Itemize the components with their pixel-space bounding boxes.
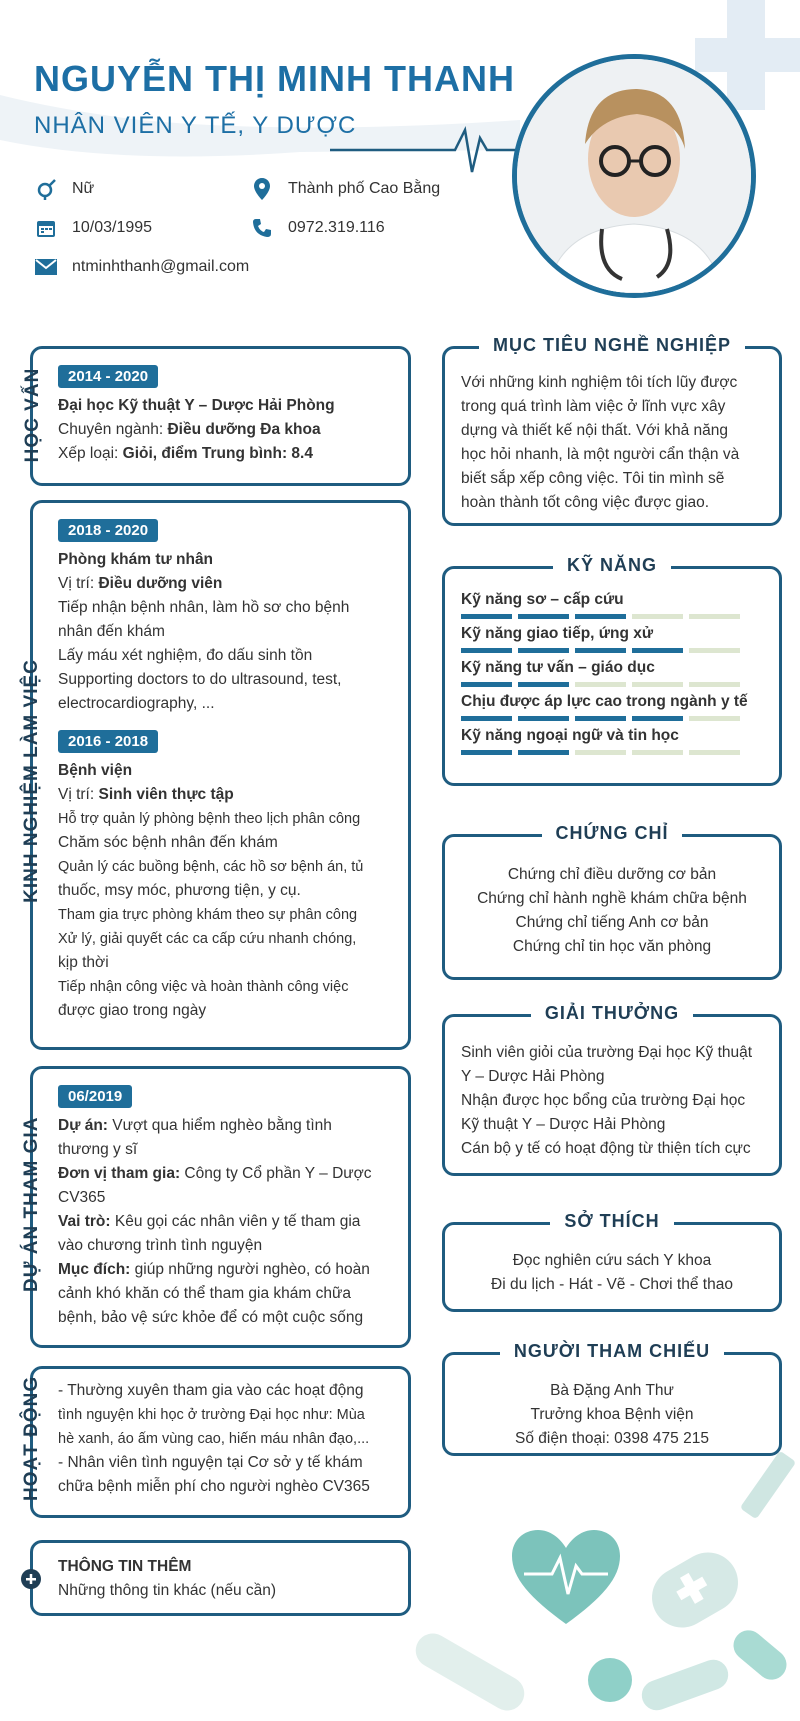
- skill-level-segment: [689, 614, 740, 619]
- skill-level-segment: [518, 682, 569, 687]
- phone-row: [250, 217, 385, 239]
- skill-bar: [461, 682, 740, 687]
- skill-level-segment: [575, 682, 626, 687]
- skill-row: [461, 591, 771, 625]
- phone-value: 0972.319.116: [288, 219, 385, 236]
- location-value: Thành phố Cao Bằng: [288, 180, 441, 197]
- skill-level-segment: [575, 648, 626, 653]
- award-line: Sinh viên giỏi của trường Đại học Kỹ thuật: [461, 1044, 753, 1061]
- heart-pulse-icon: [510, 1528, 622, 1628]
- objective-line: trong quá trình làm việc ở lĩnh vực xây: [461, 398, 726, 415]
- more-info-text: Những thông tin khác (nếu cần): [58, 1582, 277, 1599]
- job-line: thuốc, msy móc, phương tiện, y cụ.: [58, 882, 301, 899]
- objective-box: [442, 335, 782, 526]
- certificates-box: [442, 823, 782, 980]
- candidate-name: NGUYỄN THỊ MINH THANH: [34, 58, 515, 99]
- education-major: Chuyên ngành: Điều dưỡng Đa khoa: [58, 421, 321, 438]
- skill-level-segment: [689, 648, 740, 653]
- project-line: CV365: [58, 1189, 106, 1206]
- reference-box: [442, 1341, 782, 1456]
- skill-level-segment: [575, 614, 626, 619]
- job-line: Xử lý, giải quyết các ca cấp cứu nhanh chóng,: [58, 931, 357, 947]
- skill-level-segment: [461, 648, 512, 653]
- experience-box: [30, 500, 411, 1050]
- skill-level-segment: [632, 614, 683, 619]
- certificate-item: Chứng chỉ hành nghề khám chữa bệnh: [477, 890, 747, 907]
- reference-title: NGƯỜI THAM CHIẾU: [500, 1341, 724, 1361]
- dob-row: [34, 217, 152, 239]
- activity-line: tình nguyện khi học ở trường Đại học như: Mùa: [58, 1407, 365, 1423]
- job-line: được giao trong ngày: [58, 1002, 207, 1019]
- project-line: Vai trò: Kêu gọi các nhân viên y tế tham gia: [58, 1213, 361, 1230]
- project-line: Dự án: Vượt qua hiểm nghèo bằng tình: [58, 1117, 332, 1134]
- skill-name: Kỹ năng giao tiếp, ứng xử: [461, 625, 654, 642]
- skill-level-segment: [518, 750, 569, 755]
- skill-row: [461, 659, 771, 693]
- reference-role: Trưởng khoa Bệnh viện: [530, 1406, 694, 1423]
- project-line: bệnh, bảo vệ sức khỏe để có một cuộc sống: [58, 1309, 364, 1326]
- plus-circle-icon: [20, 1568, 42, 1590]
- projects-content: [58, 1085, 398, 1330]
- skill-row: [461, 693, 771, 727]
- skill-name: Kỹ năng ngoại ngữ và tin học: [461, 727, 679, 744]
- more-info-box: [30, 1540, 411, 1616]
- skill-level-segment: [518, 648, 569, 653]
- job-company: Phòng khám tư nhân: [58, 551, 214, 568]
- project-line: Đơn vị tham gia: Công ty Cổ phần Y – Dược: [58, 1165, 372, 1182]
- job-position: Vị trí: Điều dưỡng viên: [58, 575, 223, 592]
- job-line: nhân đến khám: [58, 623, 165, 640]
- projects-label: DỰ ÁN THAM GIA: [21, 1116, 42, 1292]
- job-line: Tiếp nhận công việc và hoàn thành công việc: [58, 979, 349, 995]
- hobbies-title: SỞ THÍCH: [550, 1211, 673, 1231]
- education-box: [30, 346, 411, 486]
- job-company: Bệnh viện: [58, 762, 133, 779]
- hobby-line: Đọc nghiên cứu sách Y khoa: [512, 1252, 712, 1269]
- skill-level-segment: [689, 716, 740, 721]
- skill-row: [461, 625, 771, 659]
- reference-name: Bà Đặng Anh Thư: [550, 1382, 674, 1399]
- experience-label: KINH NGHIỆM LÀM VIỆC: [21, 659, 42, 903]
- award-line: Cán bộ y tế có hoạt động từ thiện tích cực: [461, 1140, 751, 1157]
- skills-list: [461, 591, 771, 761]
- objective-line: dựng và thiết kế nội thất. Với khả năng: [461, 422, 728, 439]
- education-period: 2014 - 2020: [58, 365, 158, 388]
- objective-content: [461, 371, 739, 515]
- job-line: electrocardiography, ...: [58, 695, 215, 712]
- skill-level-segment: [461, 682, 512, 687]
- job-line: Tham gia trực phòng khám theo sự phân công: [58, 907, 358, 923]
- certificates-content: [445, 863, 779, 959]
- skill-level-segment: [575, 750, 626, 755]
- award-line: Y – Dược Hải Phòng: [461, 1068, 605, 1085]
- award-line: Nhận được học bổng của trường Đại học: [461, 1092, 746, 1109]
- calendar-icon: [34, 217, 58, 239]
- project-period: 06/2019: [58, 1085, 132, 1108]
- education-content: [58, 365, 335, 466]
- location-row: [250, 178, 440, 200]
- skill-level-segment: [689, 682, 740, 687]
- job-line: Hỗ trợ quản lý phòng bệnh theo lịch phân công: [58, 811, 361, 827]
- skill-bar: [461, 716, 740, 721]
- job-line: Chăm sóc bệnh nhân đến khám: [58, 834, 278, 851]
- activities-box: [30, 1366, 411, 1518]
- objective-line: hoàn thành tốt công việc được giao.: [461, 494, 710, 511]
- experience-content: [58, 519, 363, 1023]
- activity-line: - Thường xuyên tham gia vào các hoạt động: [58, 1382, 364, 1399]
- award-line: Kỹ thuật Y – Dược Hải Phòng: [461, 1116, 666, 1133]
- skills-title: KỸ NĂNG: [553, 555, 671, 575]
- skill-level-segment: [632, 648, 683, 653]
- certificate-item: Chứng chỉ tiếng Anh cơ bản: [515, 914, 709, 931]
- job-line: Lấy máu xét nghiệm, đo dấu sinh tồn: [58, 647, 313, 664]
- project-line: Mục đích: giúp những người nghèo, có hoàn: [58, 1261, 370, 1278]
- activities-content: [58, 1379, 370, 1499]
- objective-line: biết sắp xếp công việc. Tôi tin mình sẽ: [461, 470, 725, 487]
- education-label: HỌC VẤN: [22, 367, 43, 463]
- certificate-item: Chứng chỉ tin học văn phòng: [512, 938, 712, 955]
- project-line: cảnh khó khăn có thể tham gia khám chữa: [58, 1285, 351, 1302]
- skill-level-segment: [689, 750, 740, 755]
- hobby-line: Đi du lịch - Hát - Vẽ - Chơi thể thao: [491, 1276, 733, 1293]
- certificate-item: Chứng chỉ điều dưỡng cơ bản: [507, 866, 717, 883]
- skill-level-segment: [518, 614, 569, 619]
- hobbies-box: [442, 1211, 782, 1312]
- skill-level-segment: [518, 716, 569, 721]
- reference-content: [445, 1379, 779, 1451]
- phone-icon: [250, 217, 274, 239]
- skill-level-segment: [632, 750, 683, 755]
- skill-level-segment: [632, 716, 683, 721]
- project-line: vào chương trình tình nguyện: [58, 1237, 263, 1254]
- email-value: ntminhthanh@gmail.com: [72, 258, 250, 275]
- job-line: kịp thời: [58, 954, 109, 971]
- skill-level-segment: [632, 682, 683, 687]
- mail-icon: [34, 256, 58, 278]
- medicine-cross-icon: [640, 1520, 780, 1640]
- hobbies-content: [445, 1249, 779, 1297]
- skill-level-segment: [461, 750, 512, 755]
- skill-level-segment: [461, 716, 512, 721]
- activity-line: hè xanh, áo ấm vùng cao, hiến máu nhân đạo,...: [58, 1431, 370, 1447]
- objective-line: học hỏi nhanh, là một người cẩn thận và: [461, 446, 740, 463]
- gender-icon: [34, 178, 58, 200]
- projects-box: [30, 1066, 411, 1348]
- job-position: Vị trí: Sinh viên thực tập: [58, 786, 234, 803]
- certificates-title: CHỨNG CHỈ: [542, 823, 683, 843]
- skill-name: Chịu được áp lực cao trong ngành y tế: [461, 693, 748, 710]
- gender-value: Nữ: [72, 180, 95, 197]
- skill-level-segment: [461, 614, 512, 619]
- skill-level-segment: [575, 716, 626, 721]
- gender-row: [34, 178, 94, 200]
- skill-name: Kỹ năng tư vấn – giáo dục: [461, 659, 655, 676]
- avatar: [512, 54, 756, 298]
- job-period: 2018 - 2020: [58, 519, 158, 542]
- skills-box: [442, 555, 782, 786]
- job-line: Quản lý các buồng bệnh, các hồ sơ bệnh án, tủ: [58, 859, 364, 875]
- pill-capsule-icon: [400, 1630, 800, 1721]
- job-title: NHÂN VIÊN Y TẾ, Y DƯỢC: [34, 112, 357, 139]
- more-info-content: [58, 1555, 276, 1603]
- awards-content: [461, 1041, 752, 1161]
- email-row: [34, 256, 249, 278]
- awards-title: GIẢI THƯỞNG: [531, 1003, 693, 1023]
- activity-line: chữa bệnh miễn phí cho người nghèo CV365: [58, 1478, 370, 1495]
- activity-line: - Nhân viên tình nguyện tại Cơ sở y tế khám: [58, 1454, 363, 1471]
- job-line: Supporting doctors to do ultrasound, test,: [58, 671, 342, 688]
- dob-value: 10/03/1995: [72, 219, 153, 236]
- skill-bar: [461, 614, 740, 619]
- education-school: Đại học Kỹ thuật Y – Dược Hải Phòng: [58, 397, 335, 414]
- objective-title: MỤC TIÊU NGHỀ NGHIỆP: [479, 335, 745, 355]
- skill-bar: [461, 648, 740, 653]
- education-grade: Xếp loại: Giỏi, điểm Trung bình: 8.4: [58, 445, 313, 462]
- location-pin-icon: [250, 178, 274, 200]
- job-period: 2016 - 2018: [58, 730, 158, 753]
- awards-box: [442, 1003, 782, 1176]
- project-line: thương y sĩ: [58, 1141, 138, 1158]
- objective-line: Với những kinh nghiệm tôi tích lũy được: [461, 374, 738, 391]
- syringe-icon: [740, 1440, 800, 1530]
- skill-name: Kỹ năng sơ – cấp cứu: [461, 591, 624, 608]
- more-info-title: THÔNG TIN THÊM: [58, 1558, 192, 1575]
- reference-phone: Số điện thoại: 0398 475 215: [515, 1430, 709, 1447]
- skill-row: [461, 727, 771, 761]
- job-line: Tiếp nhận bệnh nhân, làm hồ sơ cho bệnh: [58, 599, 350, 616]
- activities-label: HOẠT ĐỘNG: [21, 1375, 42, 1501]
- skill-bar: [461, 750, 740, 755]
